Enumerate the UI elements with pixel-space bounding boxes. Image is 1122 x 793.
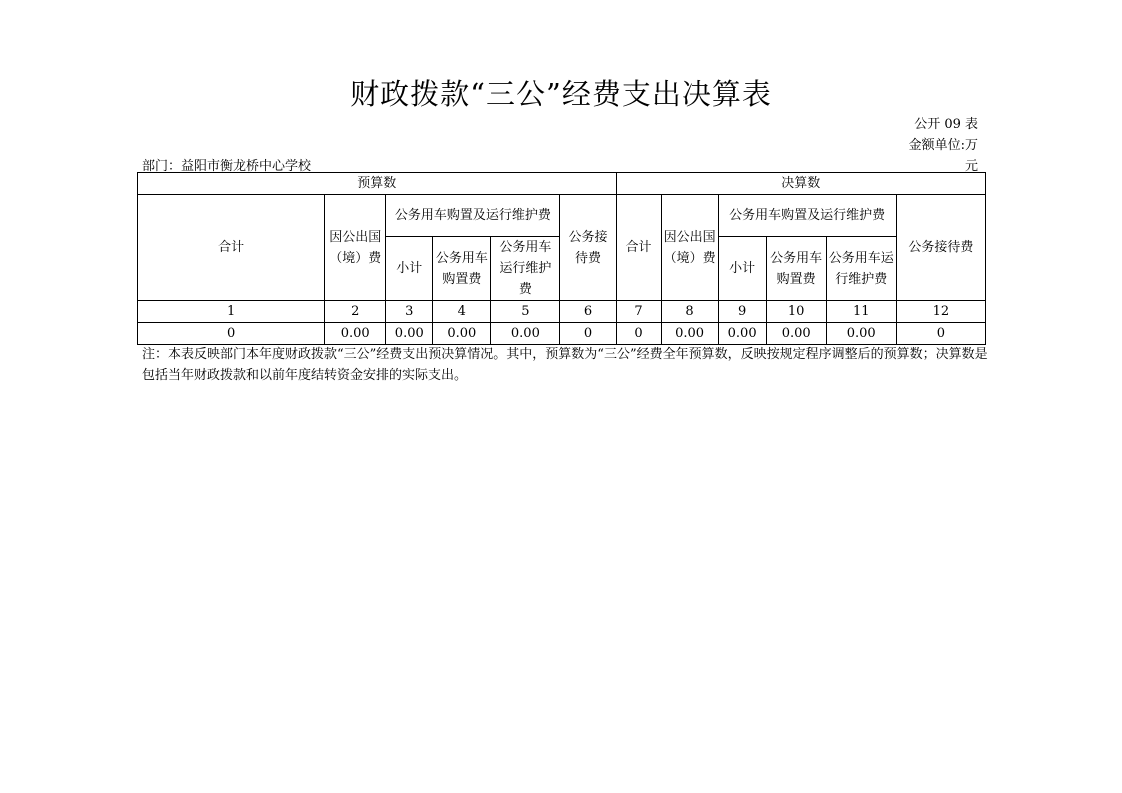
final-abroad-header: 因公出国（境）费	[661, 195, 718, 301]
final-vehicle-purchase-value: 0.00	[766, 323, 826, 345]
budget-vehicle-group-header: 公务用车购置及运行维护费	[386, 195, 560, 237]
column-number: 8	[661, 301, 718, 323]
form-code: 公开 09 表	[914, 117, 978, 132]
budget-abroad-value: 0.00	[325, 323, 386, 345]
column-number: 11	[826, 301, 896, 323]
final-vehicle-operation-value: 0.00	[826, 323, 896, 345]
column-number: 2	[325, 301, 386, 323]
budget-group-header: 预算数	[138, 173, 617, 195]
budget-reception-header: 公务接待费	[560, 195, 616, 301]
budget-total-header: 合计	[138, 195, 325, 301]
table-note: 注：本表反映部门本年度财政拨款“三公”经费支出预决算情况。其中，预算数为“三公”经费全年预算数，反映按规定程序调整后的预算数；决算数是包括当年财政拨款和以前年度结转资金安排的实际支出。	[142, 347, 988, 383]
budget-vehicle-operation-value: 0.00	[491, 323, 560, 345]
budget-total-value: 0	[138, 323, 325, 345]
column-number: 4	[433, 301, 491, 323]
final-subtotal-header: 小计	[718, 237, 766, 301]
final-group-header: 决算数	[616, 173, 986, 195]
department-label: 部门：益阳市衡龙桥中心学校	[142, 159, 312, 174]
final-vehicle-operation-header: 公务用车运行维护费	[826, 237, 896, 301]
budget-vehicle-purchase-header: 公务用车购置费	[433, 237, 491, 301]
column-number: 7	[616, 301, 661, 323]
table-row	[138, 323, 986, 345]
budget-vehicle-operation-header: 公务用车运行维护费	[491, 237, 560, 301]
budget-reception-value: 0	[560, 323, 616, 345]
final-abroad-value: 0.00	[661, 323, 718, 345]
budget-subtotal-value: 0.00	[386, 323, 433, 345]
column-number: 1	[138, 301, 325, 323]
budget-vehicle-purchase-value: 0.00	[433, 323, 491, 345]
final-total-header: 合计	[616, 195, 661, 301]
column-number: 3	[386, 301, 433, 323]
column-number: 10	[766, 301, 826, 323]
three-public-expenses-table	[137, 172, 986, 345]
column-number: 9	[718, 301, 766, 323]
final-vehicle-purchase-header: 公务用车购置费	[766, 237, 826, 301]
final-reception-value: 0	[896, 323, 985, 345]
amount-unit-suffix: 元	[964, 159, 978, 174]
page-title: 财政拨款“三公”经费支出决算表	[350, 77, 772, 111]
final-subtotal-value: 0.00	[718, 323, 766, 345]
final-reception-header: 公务接待费	[896, 195, 985, 301]
final-total-value: 0	[616, 323, 661, 345]
final-vehicle-group-header: 公务用车购置及运行维护费	[718, 195, 896, 237]
column-number: 12	[896, 301, 985, 323]
amount-unit-label: 金额单位:万	[908, 138, 978, 153]
budget-subtotal-header: 小计	[386, 237, 433, 301]
column-number: 5	[491, 301, 560, 323]
column-number: 6	[560, 301, 616, 323]
budget-abroad-header: 因公出国（境）费	[325, 195, 386, 301]
column-number-row	[138, 301, 986, 323]
